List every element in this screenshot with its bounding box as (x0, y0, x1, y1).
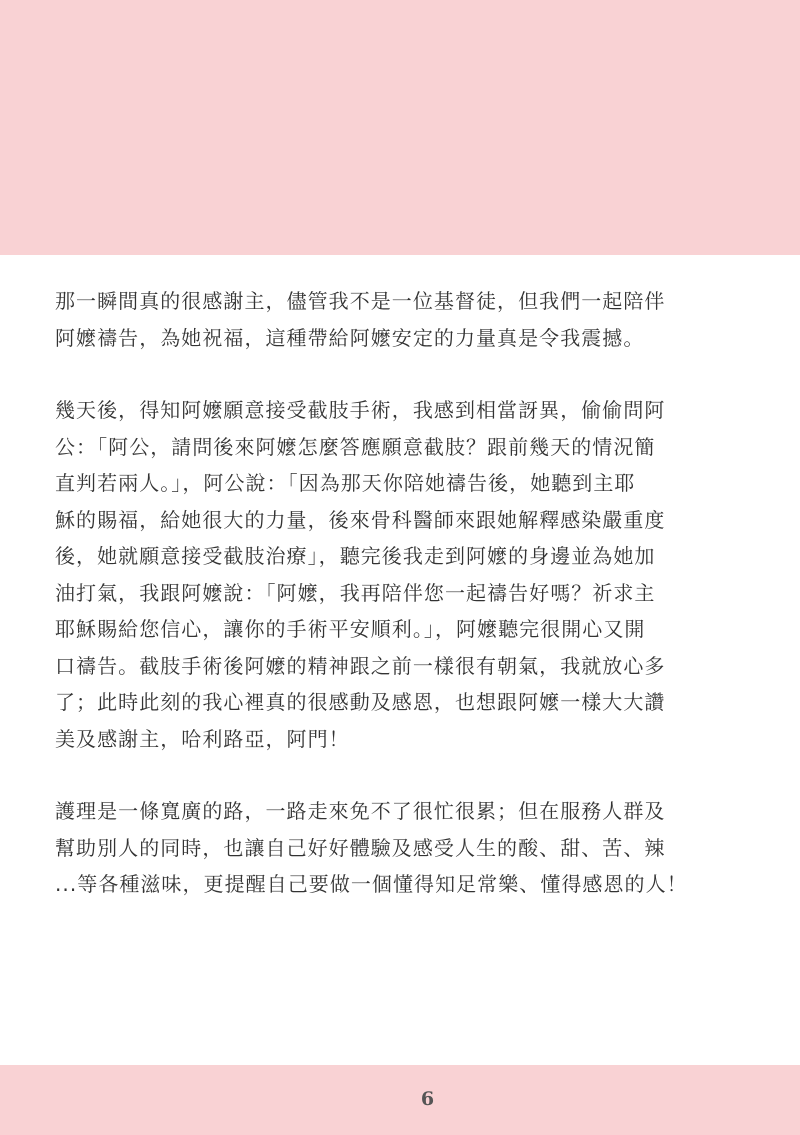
article-body (55, 283, 755, 903)
text-line: 美及感謝主，哈利路亞，阿門！ (55, 726, 350, 751)
text-line: 護理是一條寬廣的路，一路走來免不了很忙很累；但在服務人群及 (55, 799, 666, 823)
text-line: 油打氣，我跟阿嬤說：「阿嬤，我再陪伴您一起禱告好嗎？祈求主 (55, 580, 656, 605)
text-line: 口禱告。截肢手術後阿嬤的精神跟之前一樣很有朝氣，我就放心多 (55, 653, 666, 678)
text-line: ...等各種滋味，更提醒自己要做一個懂得知足常樂、懂得感恩的人！ (55, 872, 688, 896)
text-line: 耶穌賜給您信心，讓你的手術平安順利。」，阿嬤聽完很開心又開 (55, 617, 646, 641)
paragraph-1 (55, 283, 755, 356)
text-line: 那一瞬間真的很感謝主，儘管我不是一位基督徒，但我們一起陪伴 (55, 289, 666, 313)
text-line: 了；此時此刻的我心裡真的很感動及感恩，也想跟阿嬤一樣大大讚 (55, 690, 666, 714)
text-line: 阿嬤禱告，為她祝福，這種帶給阿嬤安定的力量真是令我震撼。 (55, 325, 645, 350)
text-line: 幫助別人的同時，也讓自己好好體驗及感受人生的酸、甜、苦、辣 (55, 835, 666, 860)
text-line: 穌的賜福，給她很大的力量，後來骨科醫師來跟她解釋感染嚴重度 (55, 507, 666, 532)
header-band (0, 0, 800, 255)
paragraph-2 (55, 392, 755, 757)
text-line: 後，她就願意接受截肢治療」，聽完後我走到阿嬤的身邊並為她加 (55, 544, 656, 568)
paragraph-3 (55, 793, 755, 903)
text-line: 公：「阿公，請問後來阿嬤怎麼答應願意截肢？跟前幾天的情況簡 (55, 434, 656, 459)
text-line: 直判若兩人。」，阿公說：「因為那天你陪她禱告後，她聽到主耶 (55, 471, 636, 495)
page-number: 6 (420, 1088, 435, 1110)
text-line: 幾天後，得知阿嬤願意接受截肢手術，我感到相當訝異，偷偷問阿 (55, 398, 666, 422)
